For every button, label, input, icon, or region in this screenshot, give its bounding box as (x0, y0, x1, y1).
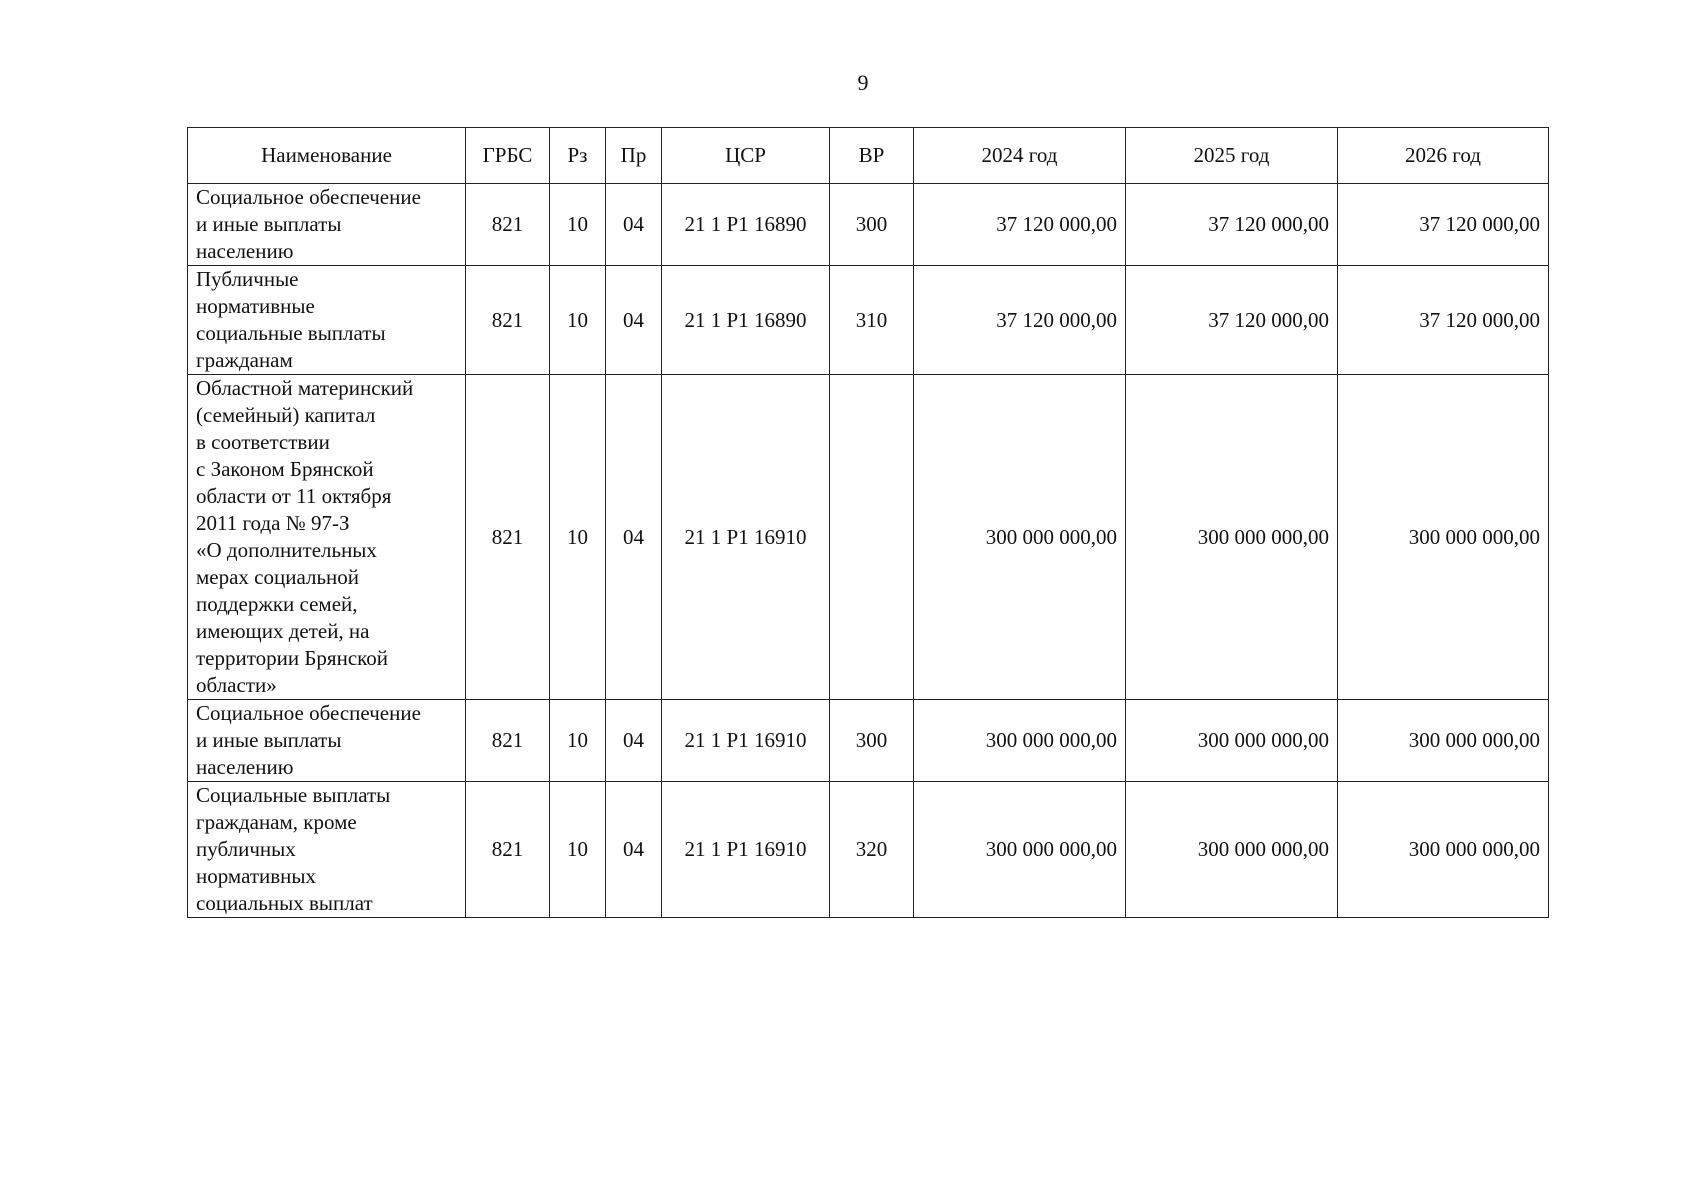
cell-pr: 04 (606, 375, 662, 700)
cell-grbs: 821 (466, 184, 550, 266)
cell-2024: 37 120 000,00 (914, 184, 1126, 266)
page-number: 9 (857, 70, 869, 95)
cell-2026: 300 000 000,00 (1338, 782, 1549, 918)
header-2026: 2026 год (1338, 128, 1549, 184)
header-2025: 2025 год (1126, 128, 1338, 184)
cell-rz: 10 (550, 375, 606, 700)
cell-2024: 300 000 000,00 (914, 700, 1126, 782)
cell-grbs: 821 (466, 782, 550, 918)
cell-pr: 04 (606, 266, 662, 375)
cell-2026: 37 120 000,00 (1338, 266, 1549, 375)
cell-rz: 10 (550, 184, 606, 266)
cell-2026: 300 000 000,00 (1338, 375, 1549, 700)
cell-csr: 21 1 P1 16890 (662, 184, 830, 266)
cell-vr: 310 (830, 266, 914, 375)
header-row (188, 128, 1549, 184)
header-rz: Рз (550, 128, 606, 184)
cell-pr: 04 (606, 184, 662, 266)
cell-name: Социальные выплаты гражданам, кроме публичных нормативных социальных выплат (188, 782, 466, 918)
table-row (188, 266, 1549, 375)
header-name: Наименование (188, 128, 466, 184)
table-body (188, 184, 1549, 918)
cell-rz: 10 (550, 266, 606, 375)
budget-table (187, 127, 1549, 918)
table-row (188, 782, 1549, 918)
cell-pr: 04 (606, 782, 662, 918)
cell-name: Публичные нормативные социальные выплаты гражданам (188, 266, 466, 375)
cell-pr: 04 (606, 700, 662, 782)
header-pr: Пр (606, 128, 662, 184)
header-grbs: ГРБС (466, 128, 550, 184)
cell-2025: 300 000 000,00 (1126, 700, 1338, 782)
cell-grbs: 821 (466, 700, 550, 782)
table-row (188, 700, 1549, 782)
cell-csr: 21 1 P1 16890 (662, 266, 830, 375)
cell-2024: 300 000 000,00 (914, 375, 1126, 700)
table-row (188, 184, 1549, 266)
cell-rz: 10 (550, 700, 606, 782)
cell-vr: 300 (830, 184, 914, 266)
cell-2024: 37 120 000,00 (914, 266, 1126, 375)
cell-name: Социальное обеспечение и иные выплаты населению (188, 700, 466, 782)
cell-2025: 300 000 000,00 (1126, 782, 1338, 918)
cell-2025: 37 120 000,00 (1126, 184, 1338, 266)
cell-vr: 300 (830, 700, 914, 782)
cell-name: Областной материнский (семейный) капитал в соответствии с Законом Брянской области от 11 октября 2011 года № 97-З «О дополнительных мерах социальной поддержки семей, имеющих детей, на территории Брянской области» (188, 375, 466, 700)
header-2024: 2024 год (914, 128, 1126, 184)
table-row (188, 375, 1549, 700)
cell-2026: 37 120 000,00 (1338, 184, 1549, 266)
cell-grbs: 821 (466, 266, 550, 375)
cell-rz: 10 (550, 782, 606, 918)
header-csr: ЦСР (662, 128, 830, 184)
cell-vr: 320 (830, 782, 914, 918)
cell-2025: 37 120 000,00 (1126, 266, 1338, 375)
cell-csr: 21 1 P1 16910 (662, 782, 830, 918)
cell-2024: 300 000 000,00 (914, 782, 1126, 918)
cell-csr: 21 1 P1 16910 (662, 375, 830, 700)
cell-2026: 300 000 000,00 (1338, 700, 1549, 782)
cell-csr: 21 1 P1 16910 (662, 700, 830, 782)
cell-name: Социальное обеспечение и иные выплаты населению (188, 184, 466, 266)
header-vr: ВР (830, 128, 914, 184)
table-header (188, 128, 1549, 184)
cell-grbs: 821 (466, 375, 550, 700)
cell-vr (830, 375, 914, 700)
cell-2025: 300 000 000,00 (1126, 375, 1338, 700)
